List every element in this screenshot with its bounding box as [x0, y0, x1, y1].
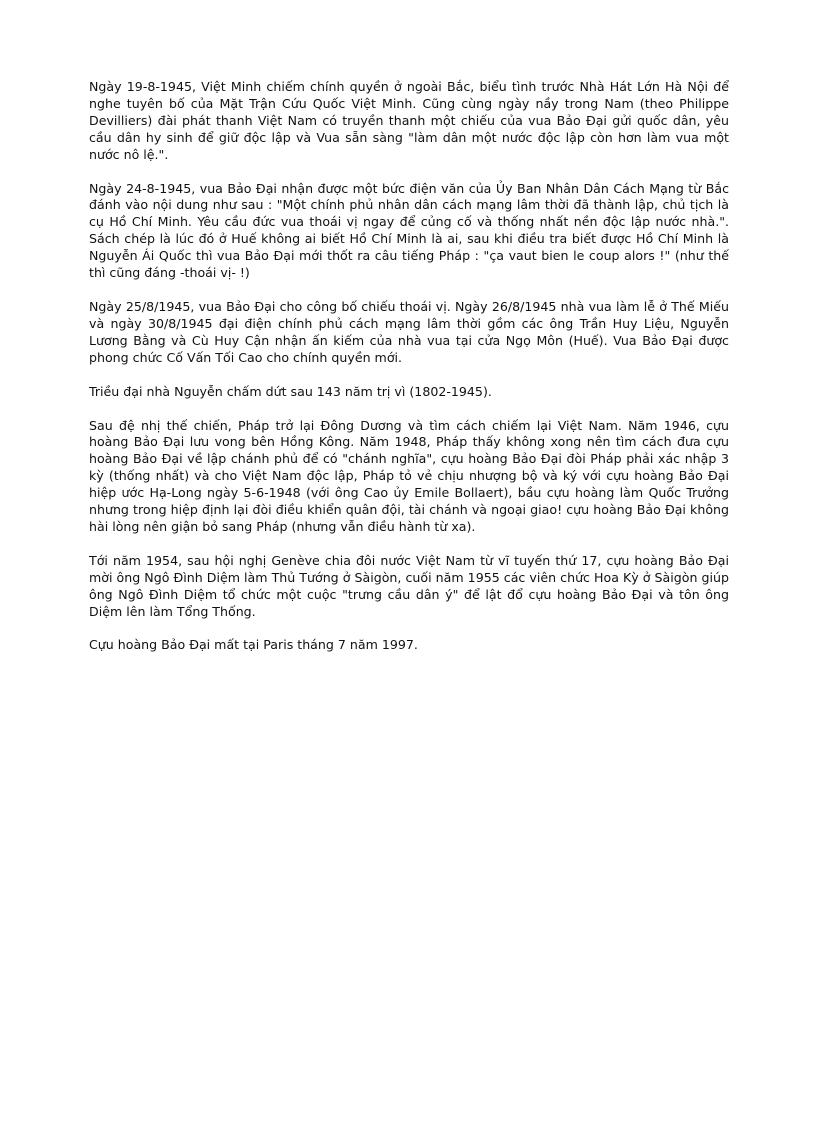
document-body	[89, 79, 729, 671]
paragraph: Ngày 25/8/1945, vua Bảo Đại cho công bố chiếu thoái vị. Ngày 26/8/1945 nhà vua làm lễ ở Thế Miếu và ngày 30/8/1945 đại điện chính phủ cách mạng lâm thời gồm các ông Trần Huy Liệu, Nguyễn Lương Bằng và Cù Huy Cận nhận ấn kiếm của nhà vua tại cửa Ngọ Môn (Huế). Vua Bảo Đại được phong chức Cố Vấn Tối Cao cho chính quyền mới.	[89, 298, 729, 365]
paragraph: Tới năm 1954, sau hội nghị Genève chia đôi nước Việt Nam từ vĩ tuyến thứ 17, cựu hoàng Bảo Đại mời ông Ngô Đình Diệm làm Thủ Tướng ở Sàigòn, cuối năm 1955 các viên chức Hoa Kỳ ở Sàigòn giúp ông Ngô Đình Diệm tổ chức một cuộc "trưng cầu dân ý" để lật đổ cựu hoàng Bảo Đại và tôn ông Diệm lên làm Tổng Thống.	[89, 552, 729, 619]
paragraph: Triều đại nhà Nguyễn chấm dứt sau 143 năm trị vì (1802-1945).	[89, 383, 492, 399]
paragraph: Cựu hoàng Bảo Đại mất tại Paris tháng 7 năm 1997.	[89, 637, 418, 653]
paragraph: Sau đệ nhị thế chiến, Pháp trở lại Đông Dương và tìm cách chiếm lại Việt Nam. Năm 1946, cựu hoàng Bảo Đại lưu vong bên Hồng Kông. Năm 1948, Pháp thấy không xong nên tìm cách đưa cựu hoàng Bảo Đại về lập chánh phủ để có "chánh nghĩa", cựu hoàng Bảo Đại đòi Pháp phải xác nhập 3 kỳ (thống nhất) và cho Việt Nam độc lập, Pháp tỏ vẻ chịu nhượng bộ và ký với cựu hoàng Bảo Đại hiệp ước Hạ-Long ngày 5-6-1948 (với ông Cao ủy Emile Bollaert), bầu cựu hoàng làm Quốc Trưởng nhưng trong hiệp định lại đòi điều khiển quân đội, tài chánh và ngoại giao! cựu hoàng Bảo Đại không hài lòng nên giận bỏ sang Pháp (nhưng vẫn điều hành từ xa).	[89, 417, 729, 534]
paragraph: Ngày 24-8-1945, vua Bảo Đại nhận được một bức điện văn của Ủy Ban Nhân Dân Cách Mạng từ Bắc đánh vào nội dung như sau : "Một chính phủ nhân dân cách mạng lâm thời đã thành lập, chủ tịch là cụ Hồ Chí Minh. Yêu cầu đức vua thoái vị ngay để củng cố và thống nhất nền độc lập nước nhà.". Sách chép là lúc đó ở Huế không ai biết Hồ Chí Minh là ai, sau khi điều tra biết được Hồ Chí Minh là Nguyễn Ái Quốc thì vua Bảo Đại mới thốt ra câu tiếng Pháp : "ça vaut bien le coup alors !" (như thế thì cũng đáng -thoái vị- !)	[89, 180, 729, 281]
paragraph: Ngày 19-8-1945, Việt Minh chiếm chính quyền ở ngoài Bắc, biểu tình trước Nhà Hát Lớn Hà Nội để nghe tuyên bố của Mặt Trận Cứu Quốc Việt Minh. Cũng cùng ngày nầy trong Nam (theo Philippe Devilliers) đài phát thanh Việt Nam có truyền thanh một chiếu của vua Bảo Đại gửi quốc dân, yêu cầu dân hy sinh để giữ độc lập và Vua sẵn sàng "làm dân một nước độc lập còn hơn làm vua một nước nô lệ.".	[89, 79, 729, 162]
